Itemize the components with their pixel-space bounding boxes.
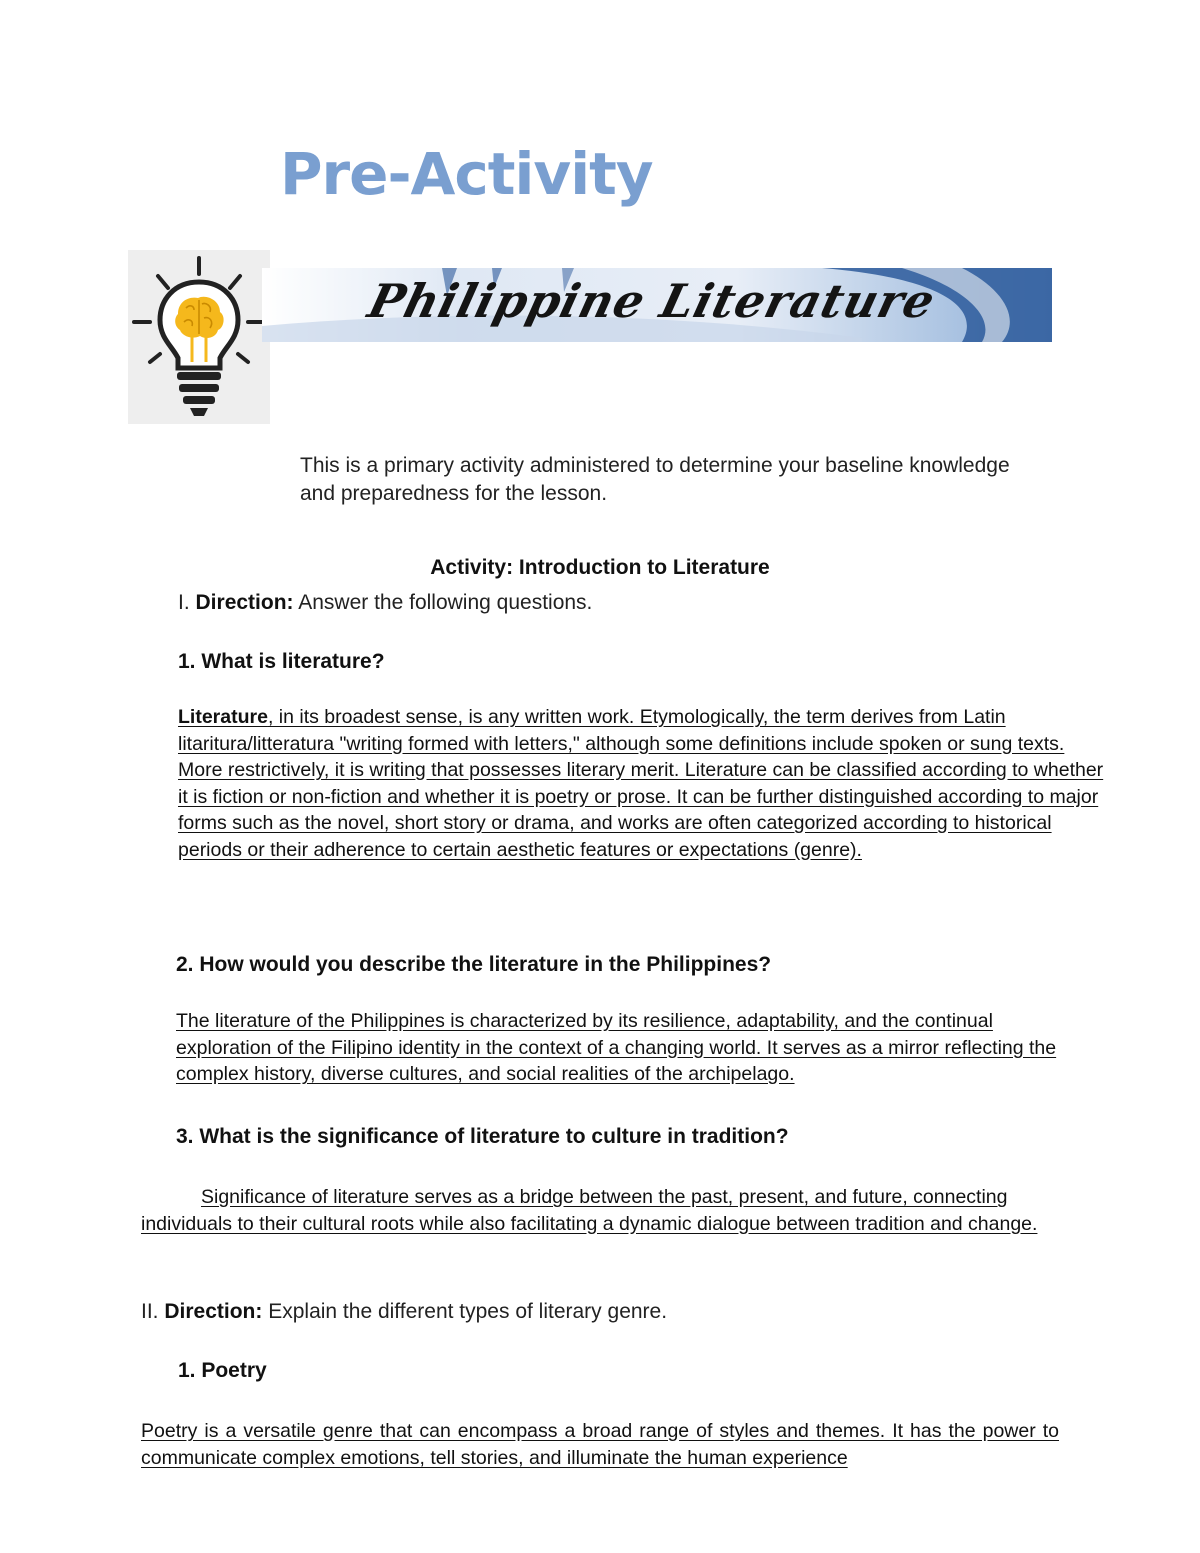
direction-2-numeral: II.	[141, 1300, 159, 1323]
activity-heading: Activity: Introduction to Literature	[430, 556, 770, 579]
question-2: 2. How would you describe the literature in the Philippines?	[176, 953, 772, 976]
answer-1	[178, 704, 1108, 863]
page-title: Pre-Activity	[280, 140, 653, 208]
answer-2: The literature of the Philippines is characterized by its resilience, adaptability, and the continual exploration of the Filipino identity in the context of a changing world. It serves as a mirror reflecting the complex history, diverse cultures, and social realities of the archipelago.	[176, 1010, 1057, 1085]
direction-2-label: Direction:	[164, 1300, 263, 1323]
direction-1-numeral: I.	[178, 591, 190, 614]
direction-1	[178, 591, 592, 615]
banner-title: Philippine Literature	[362, 274, 942, 328]
answer-3: Significance of literature serves as a bridge between the past, present, and future, connecting individuals to their cultural roots while also facilitating a dynamic dialogue between tradition and change.	[141, 1186, 1038, 1235]
question-3: 3. What is the significance of literature to culture in tradition?	[176, 1125, 789, 1148]
intro-text: This is a primary activity administered to determine your baseline knowledge and preparedness for the lesson.	[300, 454, 1010, 505]
answer-1-term: Literature	[178, 706, 268, 728]
answer-1-text: , in its broadest sense, is any written work. Etymologically, the term derives from Latin litaritura/litteratura "writing formed with letters," although some definitions include spoken or sung texts. More restrictively, it is writing that possesses literary merit. Literature can be classified according to whether it is fiction or non-fiction and whether it is poetry or prose. It can be further distinguished according to major forms such as the novel, short story or drama, and works are often categorized according to historical periods or their adherence to certain aesthetic features or expectations (genre).	[178, 706, 1104, 861]
question-1: 1. What is literature?	[178, 650, 385, 673]
lightbulb-brain-icon	[128, 250, 270, 424]
genre-poetry-heading: 1. Poetry	[178, 1359, 267, 1382]
genre-poetry-answer: Poetry is a versatile genre that can encompass a broad range of styles and themes. It has the power to communicate complex emotions, tell stories, and illuminate the human experience	[141, 1420, 1059, 1469]
direction-2	[141, 1300, 667, 1324]
direction-1-text: Answer the following questions.	[298, 591, 593, 614]
direction-2-text: Explain the different types of literary genre.	[268, 1300, 668, 1323]
direction-1-label: Direction:	[195, 591, 294, 614]
